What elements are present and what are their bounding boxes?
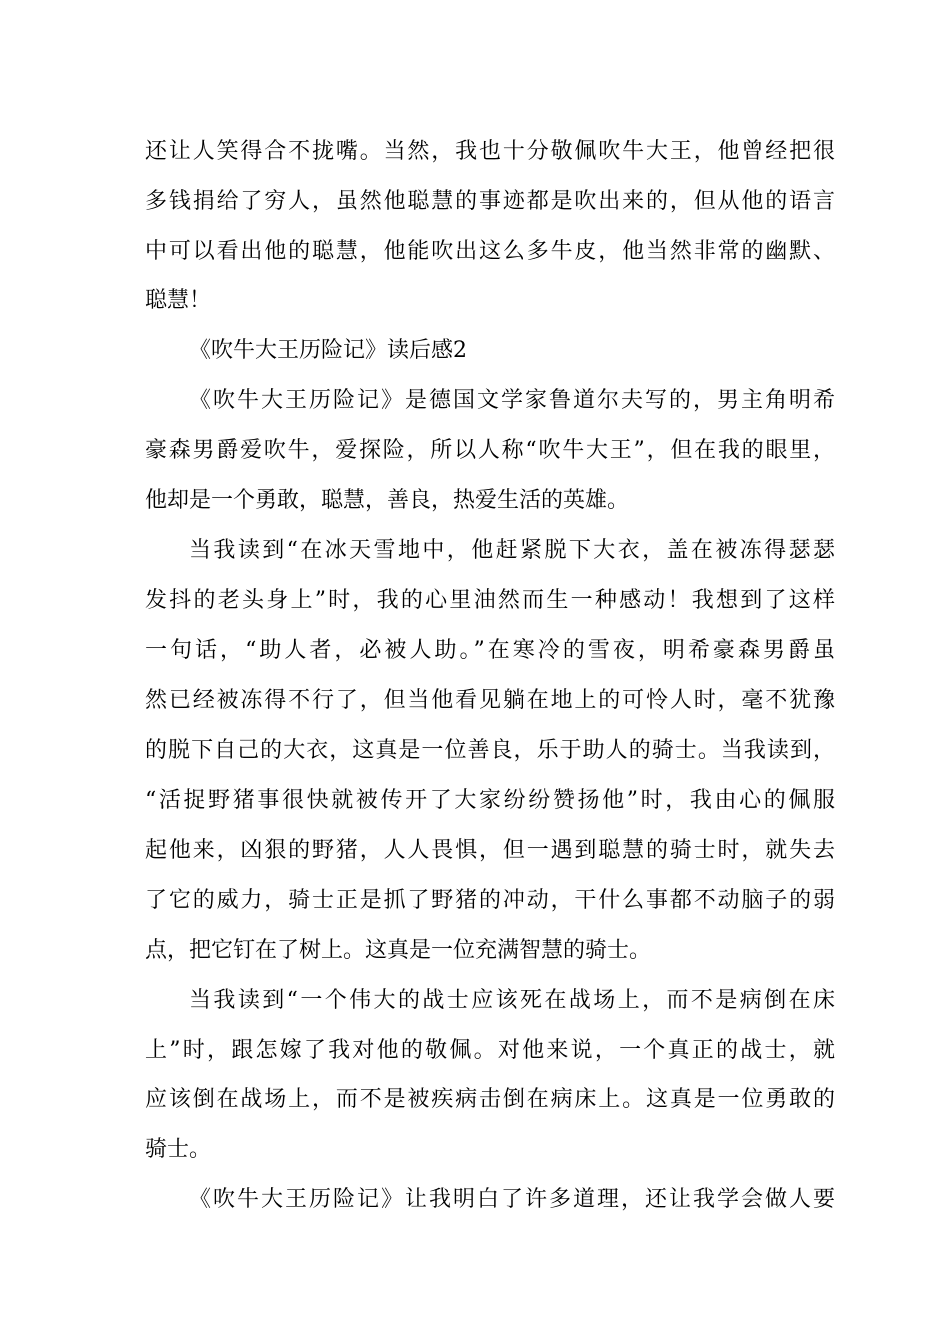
body-text-line: 起他来，凶狠的野猪，人人畏惧，但一遇到聪慧的骑士时，就失去 xyxy=(145,838,835,863)
body-text-line: 还让人笑得合不拢嘴。当然，我也十分敬佩吹牛大王，他曾经把很 xyxy=(145,139,835,164)
body-text-line: 上”时，跟怎嫁了我对他的敬佩。对他来说，一个真正的战士，就 xyxy=(145,1038,835,1063)
body-text-line: 点，把它钉在了树上。这真是一位充满智慧的骑士。 xyxy=(145,938,652,963)
body-text-line: 豪森男爵爱吹牛，爱探险，所以人称“吹牛大王”，但在我的眼里， xyxy=(145,438,835,463)
body-text-line: 发抖的老头身上”时，我的心里油然而生一种感动！我想到了这样 xyxy=(145,588,835,613)
body-text-line: 骑士。 xyxy=(145,1137,212,1162)
body-text-line: 《吹牛大王历险记》是德国文学家鲁道尔夫写的，男主角明希 xyxy=(189,388,835,413)
body-text-line: 应该倒在战场上，而不是被疾病击倒在病床上。这真是一位勇敢的 xyxy=(145,1087,835,1112)
body-text-line: 当我读到“在冰天雪地中，他赶紧脱下大衣，盖在被冻得瑟瑟 xyxy=(189,538,835,563)
body-text-line: 中可以看出他的聪慧，他能吹出这么多牛皮，他当然非常的幽默、 xyxy=(145,239,835,264)
body-text-line: 的脱下自己的大衣，这真是一位善良，乐于助人的骑士。当我读到， xyxy=(145,738,835,763)
body-text-line: 然已经被冻得不行了，但当他看见躺在地上的可怜人时，毫不犹豫 xyxy=(145,688,835,713)
body-text-line: 了它的威力，骑士正是抓了野猪的冲动，干什么事都不动脑子的弱 xyxy=(145,888,835,913)
section-heading: 《吹牛大王历险记》读后感2 xyxy=(189,338,467,363)
body-text-line: 聪慧！ xyxy=(145,288,212,313)
body-text-line: 当我读到“一个伟大的战士应该死在战场上，而不是病倒在床 xyxy=(189,988,835,1013)
body-text-line: “活捉野猪事很快就被传开了大家纷纷赞扬他”时，我由心的佩服 xyxy=(145,788,835,813)
body-text-line: 他却是一个勇敢，聪慧，善良，热爱生活的英雄。 xyxy=(145,488,630,513)
body-text-line: 一句话，“助人者，必被人助。”在寒冷的雪夜，明希豪森男爵虽 xyxy=(145,638,835,663)
body-text-line: 多钱捐给了穷人，虽然他聪慧的事迹都是吹出来的，但从他的语言 xyxy=(145,189,835,214)
body-text-line: 《吹牛大王历险记》让我明白了许多道理，还让我学会做人要 xyxy=(189,1187,835,1212)
